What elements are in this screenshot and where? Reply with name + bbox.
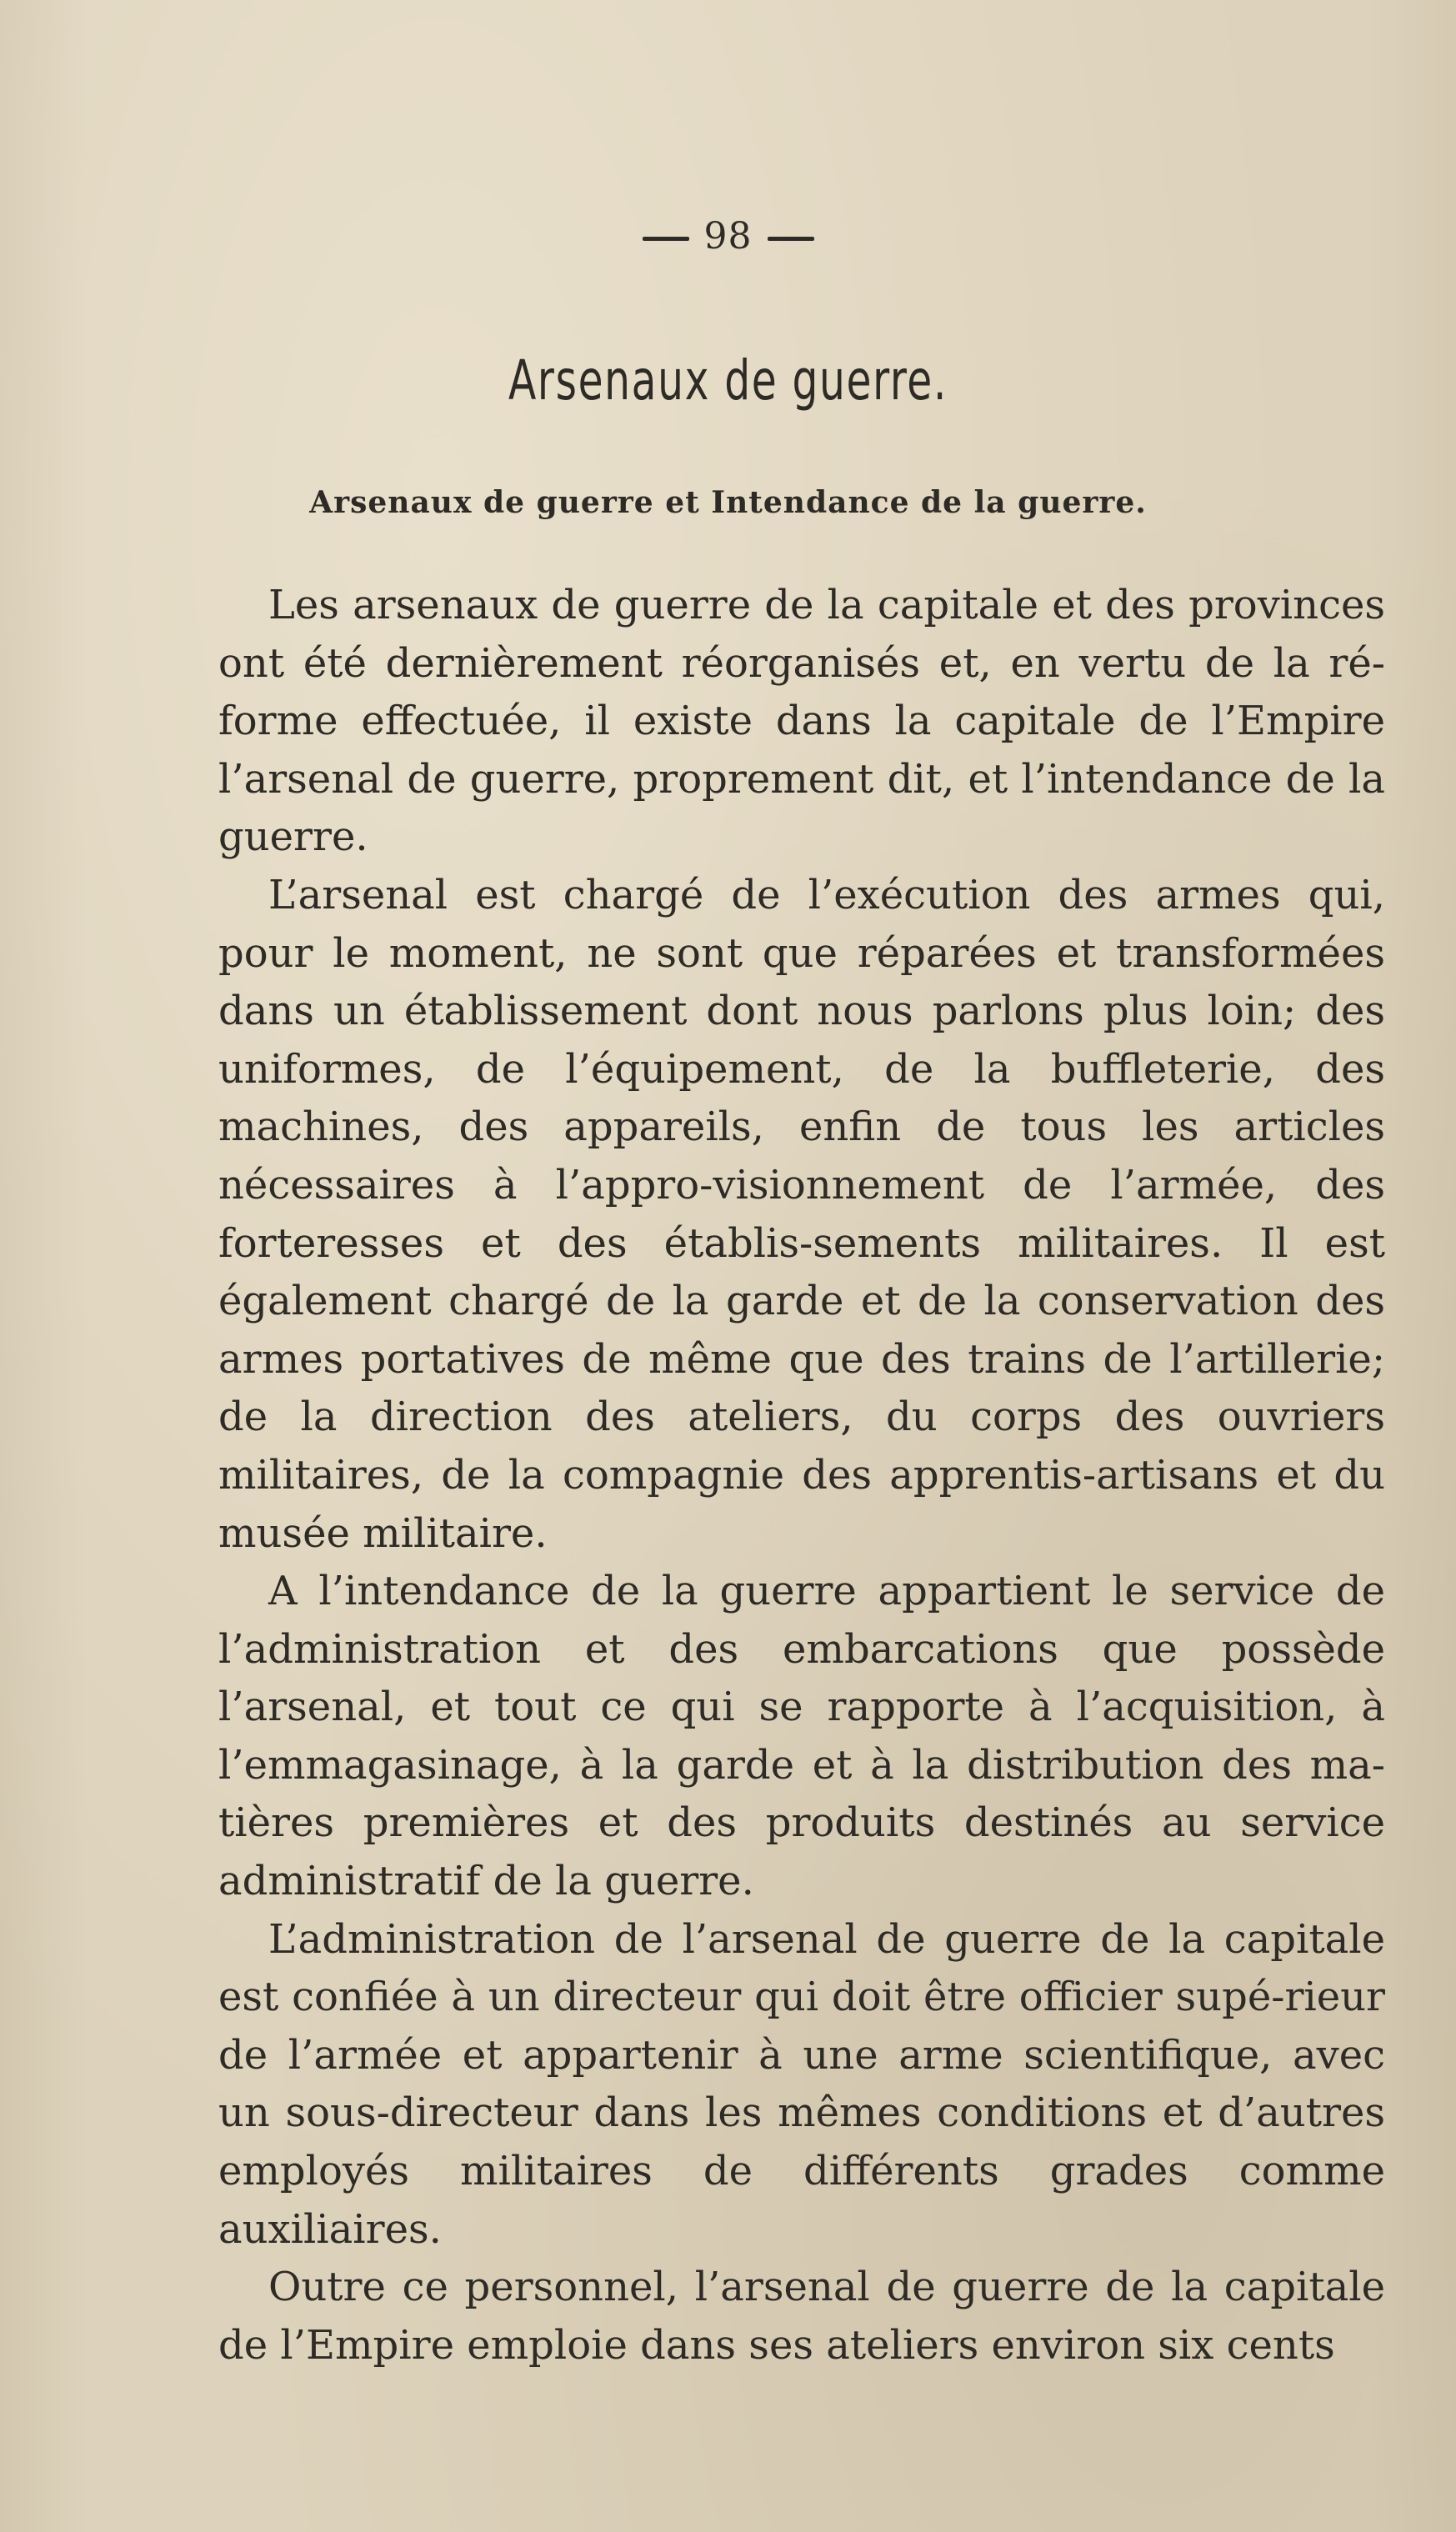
page-number-text: 98 (703, 215, 753, 258)
ornament-dash-right (768, 237, 814, 241)
ornament-dash-left (643, 237, 689, 241)
body-text (218, 577, 1385, 2374)
paragraph: Outre ce personnel, l’arsenal de guerre de la capitale de l’Empire emploie dans ses ateliers environ six cents (218, 2264, 1385, 2369)
paragraph: A l’intendance de la guerre appartient le service de l’administration et des embarcations que possède l’arsenal, et tout ce qui se rapporte à l’acquisition, à l’emmagasinage, à la garde et à la distribution des ma-tières premières et des produits destinés au service administratif de la guerre. (218, 1568, 1385, 1905)
page-number (0, 215, 1456, 258)
paragraph: Les arsenaux de guerre de la capitale et des provinces ont été dernièrement réorganisés et, en vertu de la ré-forme effectuée, il existe dans la capitale de l’Empire l’arsenal de guerre, proprement dit, et l’intendance de la guerre. (218, 582, 1385, 861)
paragraph: L’arsenal est chargé de l’exécution des armes qui, pour le moment, ne sont que réparées et transformées dans un établissement dont nous parlons plus loin; des uniformes, de l’équipement, de la buffleterie, des machines, des appareils, enfin de tous les articles nécessaires à l’appro-visionnement de l’armée, des forteresses et des établis-sements militaires. Il est également chargé de la garde et de la conservation des armes portatives de même que des trains de l’artillerie; de la direction des ateliers, du corps des ouvriers militaires, de la compagnie des apprentis-artisans et du musée militaire. (218, 871, 1385, 1557)
section-subtitle: Arsenaux de guerre et Intendance de la guerre. (309, 485, 1147, 520)
paragraph: L’administration de l’arsenal de guerre de la capitale est confiée à un directeur qui doit être officier supé-rieur de l’armée et appartenir à une arme scientifique, avec un sous-directeur dans les mêmes conditions et d’autres employés militaires de différents grades comme auxiliaires. (218, 1915, 1385, 2253)
chapter-title: Arsenaux de guerre. (508, 348, 948, 413)
